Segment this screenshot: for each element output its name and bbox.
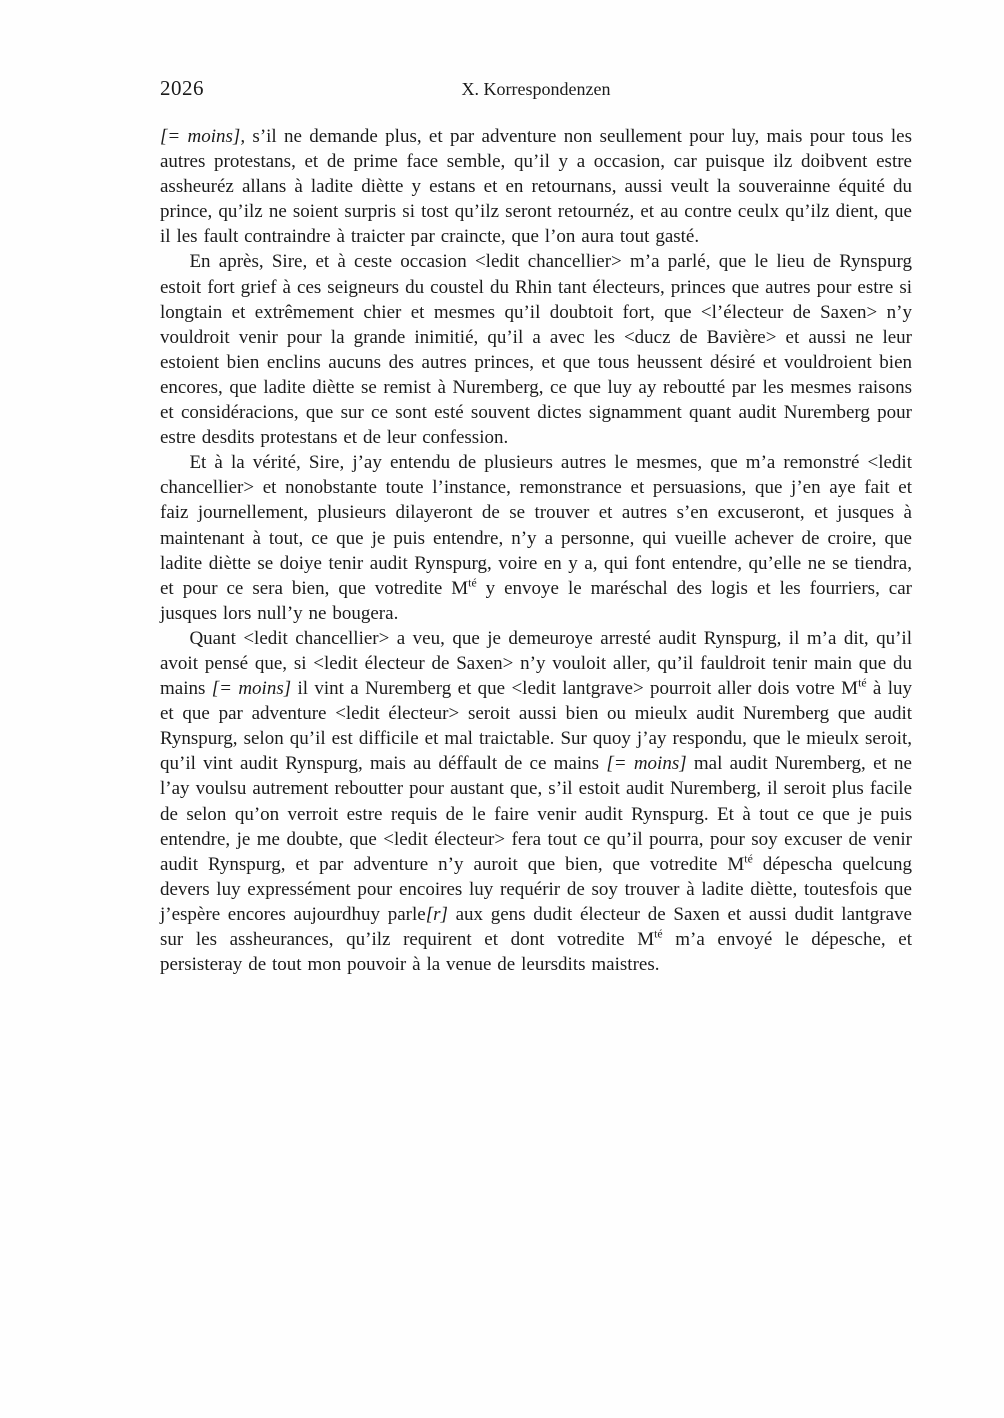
text-run: aux gens dudit électeur de Saxen et aussi dudit lantgrave sur les assheurances, qu’ilz requirent et dont votredite M bbox=[160, 903, 912, 950]
superscript-run: té bbox=[468, 576, 477, 590]
paragraph bbox=[160, 450, 912, 626]
paragraph bbox=[160, 249, 912, 450]
text-run: mal audit Nuremberg, et ne l’ay voulsu autrement reboutter pour austant que, s’il estoit audit Nuremberg, il seroit plus facile de selon qu’on verroit estre requis de le faire venir audit Rynspurg. Et à tout ce que je puis entendre, je me doubte, que <ledit électeur> fera tout ce qu’il pourra, pour soy excuser de venir audit Rynspurg, et par adventure n’y auroit que bien, que votredite M bbox=[160, 753, 912, 875]
text-run: Et à la vérité, Sire, j’ay entendu de plusieurs autres le mesmes, que m’a remonstré <ledit chancellier> et nonobstante toute l’instance, remonstrance et persuasions, que j’en aye fait et faiz journellement, plusieurs dilayeront de se trouver et autres s’en excuseront, et jusques à maintenant à tout, ce que je puis entendre, n’y a personne, qui vueille achever de croire, que ladite diètte se doiye tenir audit Rynspurg, voire en y a, qui font entendre, qu’elle ne se tiendra, et pour ce sera bien, que votredite M bbox=[160, 452, 912, 599]
italic-run: [r] bbox=[425, 903, 448, 925]
italic-run: [= moins], bbox=[160, 126, 246, 147]
running-title: X. Korrespondenzen bbox=[461, 79, 611, 99]
superscript-run: té bbox=[654, 927, 663, 941]
text-run: s’il ne demande plus, et par adventure non seullement pour luy, mais pour tous les autres protestans, et de prime face semble, qu’il y a occasion, car puisque ilz doibvent estre assheuréz allans à ladite diètte y estans et en retournans, aussi veult la souverainne équité du prince, qu’ilz ne soient surpris si tost qu’ilz seront retournéz, et au contre ceulx qu’ilz dient, que il les fault contraindre à traicter par craincte, que l’on aura tout gasté. bbox=[160, 126, 912, 248]
page-header bbox=[160, 76, 912, 106]
superscript-run: té bbox=[744, 852, 753, 866]
superscript-run: té bbox=[858, 676, 867, 690]
text-run: m’a envoyé le dépesche, et persisteray de tout mon pouvoir à la venue de leursdits maistres. bbox=[160, 929, 912, 976]
paragraph bbox=[160, 124, 912, 249]
text-run: à luy et que par adventure <ledit électeur> seroit aussi bien ou mieulx audit Nuremberg que audit Rynspurg, selon qu’il est difficile et mal traictable. Sur quoy j’ay respondu, que le mieulx seroit, qu’il vint audit Rynspurg, mais au déffault de ce mains bbox=[160, 678, 912, 775]
text-run: En après, Sire, et à ceste occasion <ledit chancellier> m’a parlé, que le lieu de Rynspurg estoit fort grief à ces seigneurs du coustel du Rhin tant électeurs, princes que autres pour estre si longtain et extrêmement chier et mesmes qu’il doubtoit fort, que <l’électeur de Saxen> n’y vouldroit venir pour la grande inimitié, qu’il a avec les <ducz de Bavière> et aussi ne leur estoient bien enclins aucuns des autres princes, et que tous heussent désiré et vouldroient bien encores, que ladite diètte se remist à Nuremberg, ce que luy ay reboutté par les mesmes raisons et considéracions, que sur ce sont esté souvent dictes signamment quant audit Nuremberg pour estre desdits protestans et de leur confession. bbox=[160, 251, 912, 449]
italic-run: [= moins] bbox=[606, 753, 687, 775]
italic-run: [= moins] bbox=[211, 678, 292, 700]
text-body bbox=[160, 124, 912, 977]
page-number: 2026 bbox=[160, 76, 204, 100]
text-run: y envoye le maréschal des logis et les fourriers, car jusques lors null’y ne bougera. bbox=[160, 577, 912, 624]
paragraph bbox=[160, 626, 912, 977]
text-run: Quant <ledit chancellier> a veu, que je demeuroye arresté audit Rynspurg, il m’a dit, qu’il avoit pensé que, si <ledit électeur de Saxen> n’y vouloit aller, qu’il fauldroit tenir main que du mains bbox=[160, 627, 912, 700]
text-run: il vint a Nuremberg et que <ledit lantgrave> pourroit aller dois votre M bbox=[291, 678, 859, 700]
text-run: dépescha quelcung devers luy expressément pour encoires luy requérir de soy trouver à ladite diètte, toutesfois que j’espère encores aujourdhuy parle bbox=[160, 853, 912, 925]
